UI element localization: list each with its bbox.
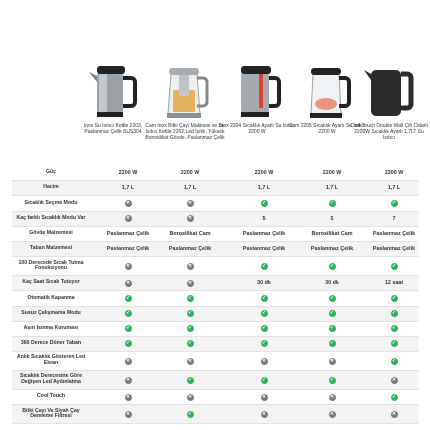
value-cell: 1,7 L (121, 185, 135, 192)
value-cell: 2200 W (180, 170, 200, 177)
feature-cell (160, 276, 220, 290)
table-row (12, 352, 419, 371)
feature-cell (160, 337, 220, 351)
value-cell: 2200 W (118, 170, 138, 177)
row-label: Anlık Sıcaklık Gösteren Led Ekran (16, 354, 86, 367)
cross-icon: ✕ (261, 393, 267, 400)
check-icon: ✓ (329, 340, 335, 347)
value-cell: 1,7 L (325, 185, 339, 192)
product-caption: Inox 2204 Sıcaklık Ayarlı Su Isıtıcı 2200 W (219, 123, 295, 136)
feature-cell (160, 257, 220, 275)
feature-cell (234, 307, 294, 321)
check-icon: ✓ (391, 325, 397, 332)
cross-icon: ✕ (261, 410, 267, 417)
table-row (12, 307, 419, 322)
feature-cell (302, 322, 362, 336)
check-icon: ✓ (261, 294, 267, 301)
check-icon: ✓ (187, 325, 193, 332)
value-cell: 5 (262, 215, 266, 222)
cross-icon: ✕ (187, 393, 193, 400)
cross-icon: ✕ (329, 393, 335, 400)
feature-cell (98, 257, 158, 275)
value-cell: 2200 W (384, 170, 404, 177)
feature-cell (364, 322, 424, 336)
check-icon: ✓ (391, 199, 397, 206)
table-row (12, 390, 419, 405)
row-label: Güç (45, 169, 57, 176)
table-row (12, 371, 419, 390)
check-icon: ✓ (261, 262, 267, 269)
cross-icon: ✕ (125, 393, 131, 400)
cross-icon: ✕ (187, 262, 193, 269)
check-icon: ✓ (391, 262, 397, 269)
row-label: Bitki Çayı Ve Siyah Çay Demleme Filtresi (22, 407, 80, 420)
table-row (12, 212, 419, 227)
check-icon: ✓ (187, 310, 193, 317)
feature-cell (364, 196, 424, 210)
value-cell: 2200 W (254, 170, 274, 177)
feature-cell (160, 212, 220, 226)
cross-icon: ✕ (391, 376, 397, 383)
feature-cell (98, 212, 158, 226)
cross-icon: ✕ (125, 262, 131, 269)
table-row (12, 227, 419, 242)
cross-icon: ✕ (391, 410, 397, 417)
table-row (12, 257, 419, 276)
product-column-5[interactable] (346, 58, 430, 142)
value-cell: Paslanmaz Çelik (106, 230, 150, 237)
check-icon: ✓ (261, 325, 267, 332)
feature-cell (98, 352, 158, 370)
feature-cell (98, 196, 158, 210)
feature-cell (160, 352, 220, 370)
row-label: Kaç farklı Sıcaklık Modu Var (16, 214, 86, 221)
value-cell: 1,7 L (257, 185, 271, 192)
product-caption: Inox Su Isıtıcı Kettle 2203, Paslanmaz Çelik SUS304 (83, 123, 143, 136)
check-icon: ✓ (261, 199, 267, 206)
feature-cell (234, 352, 294, 370)
check-icon: ✓ (125, 340, 131, 347)
feature-cell (98, 371, 158, 389)
value-cell: Paslanmaz Çelik (168, 246, 212, 253)
check-icon: ✓ (329, 199, 335, 206)
table-row (12, 166, 419, 181)
cross-icon: ✕ (125, 199, 131, 206)
row-label: Susuz Çalışmama Modu (21, 309, 81, 316)
check-icon: ✓ (329, 262, 335, 269)
value-cell: 30 dk (325, 280, 339, 287)
check-icon: ✓ (329, 294, 335, 301)
value-cell: Paslanmaz Çelik (372, 246, 416, 253)
product-caption: Cam 2205 Sıcaklık Ayarlı Su Isıtıcı 2200 W (288, 123, 366, 136)
feature-cell (98, 405, 158, 423)
check-icon: ✓ (261, 376, 267, 383)
table-row (12, 242, 419, 257)
row-label: Kaç Saat Sıcak Tutuyor (22, 279, 80, 286)
check-icon: ✓ (261, 340, 267, 347)
black-cool-touch-kettle-icon (346, 58, 430, 120)
feature-cell (234, 390, 294, 404)
check-icon: ✓ (329, 325, 335, 332)
comparison-table (12, 166, 419, 424)
cross-icon: ✕ (187, 199, 193, 206)
feature-cell (302, 405, 362, 423)
cross-icon: ✕ (125, 215, 131, 222)
feature-cell (234, 405, 294, 423)
product-caption: Cool Touch Double Wall Çift Cidarlı 2200W Sıcaklık Ayarlı 1,7LT Su Isıtıcı (350, 123, 428, 142)
check-icon: ✓ (391, 310, 397, 317)
row-label: Otomatik Kapanma (27, 294, 75, 301)
feature-cell (98, 291, 158, 305)
row-label: Sıcaklık Seçme Modu (24, 199, 78, 206)
feature-cell (160, 390, 220, 404)
feature-cell (234, 291, 294, 305)
check-icon: ✓ (329, 310, 335, 317)
table-row (12, 322, 419, 337)
check-icon: ✓ (391, 294, 397, 301)
table-row (12, 181, 419, 196)
value-cell: 1,7 L (183, 185, 197, 192)
cross-icon: ✕ (187, 357, 193, 364)
feature-cell (160, 291, 220, 305)
cross-icon: ✕ (125, 376, 131, 383)
value-cell: Borosilikat Cam (169, 230, 211, 237)
check-icon: ✓ (125, 325, 131, 332)
check-icon: ✓ (329, 376, 335, 383)
feature-cell (160, 196, 220, 210)
row-label: Sıcaklık Derecesine Göre Değişen Led Aydınlatma (20, 373, 82, 386)
feature-cell (98, 390, 158, 404)
cross-icon: ✕ (125, 410, 131, 417)
value-cell: Paslanmaz Çelik (106, 246, 150, 253)
value-cell: Borosilikat Cam (311, 230, 353, 237)
cross-icon: ✕ (329, 410, 335, 417)
feature-cell (302, 390, 362, 404)
table-row (12, 337, 419, 352)
value-cell: Paslanmaz Çelik (242, 230, 286, 237)
feature-cell (234, 371, 294, 389)
cross-icon: ✕ (187, 215, 193, 222)
value-cell: Paslanmaz Çelik (242, 246, 286, 253)
feature-cell (302, 257, 362, 275)
feature-cell (160, 322, 220, 336)
check-icon: ✓ (391, 357, 397, 364)
feature-cell (98, 337, 158, 351)
feature-cell (160, 405, 220, 423)
row-label: Taban Malzemesi (29, 245, 73, 252)
row-label: Hacim (43, 184, 59, 191)
feature-cell (160, 371, 220, 389)
check-icon: ✓ (261, 310, 267, 317)
check-icon: ✓ (187, 340, 193, 347)
value-cell: 5 (330, 215, 334, 222)
table-row (12, 196, 419, 211)
feature-cell (364, 291, 424, 305)
row-label: Gövde Malzemesi (29, 230, 73, 237)
feature-cell (234, 337, 294, 351)
feature-cell (160, 307, 220, 321)
check-icon: ✓ (125, 294, 131, 301)
feature-cell (364, 352, 424, 370)
feature-cell (98, 276, 158, 290)
value-cell: Paslanmaz Çelik (310, 246, 354, 253)
value-cell: 1,7 L (387, 185, 401, 192)
check-icon: ✓ (187, 294, 193, 301)
feature-cell (98, 322, 158, 336)
feature-cell (302, 291, 362, 305)
feature-cell (302, 337, 362, 351)
cross-icon: ✕ (187, 279, 193, 286)
row-label: Aşırı Isınma Koruması (23, 324, 79, 331)
product-caption: Cam Inox Bitki Çayı Makinesi ve Su Isıtıcı Kettle 2202,Led Işıklı, Yüksek Borosilikat Gövde, Paslanmaz Çelik (145, 123, 225, 142)
check-icon: ✓ (391, 393, 397, 400)
table-row (12, 276, 419, 291)
cross-icon: ✕ (261, 357, 267, 364)
value-cell: 2200 W (322, 170, 342, 177)
check-icon: ✓ (125, 310, 131, 317)
cross-icon: ✕ (125, 279, 131, 286)
feature-cell (302, 371, 362, 389)
feature-cell (364, 405, 424, 423)
row-label: 100 Derecede Sıcak Tutma Fonsksiyonu (18, 259, 84, 272)
value-cell: Paslanmaz Çelik (372, 230, 416, 237)
table-row (12, 405, 419, 424)
feature-cell (302, 352, 362, 370)
check-icon: ✓ (391, 340, 397, 347)
feature-cell (234, 322, 294, 336)
feature-cell (364, 371, 424, 389)
feature-cell (364, 257, 424, 275)
feature-cell (364, 390, 424, 404)
table-row (12, 291, 419, 306)
cross-icon: ✕ (329, 357, 335, 364)
feature-cell (234, 257, 294, 275)
row-label: 360 Derece Döner Taban (20, 340, 82, 347)
check-icon: ✓ (187, 410, 193, 417)
feature-cell (364, 337, 424, 351)
cross-icon: ✕ (125, 357, 131, 364)
value-cell: 30 dk (257, 280, 271, 287)
product-header (0, 0, 430, 160)
value-cell: 7 (392, 215, 396, 222)
feature-cell (98, 307, 158, 321)
check-icon: ✓ (187, 376, 193, 383)
row-label: Cool Touch (36, 393, 66, 400)
feature-cell (234, 196, 294, 210)
feature-cell (302, 196, 362, 210)
feature-cell (364, 307, 424, 321)
value-cell: 12 saat (384, 280, 404, 287)
feature-cell (302, 307, 362, 321)
